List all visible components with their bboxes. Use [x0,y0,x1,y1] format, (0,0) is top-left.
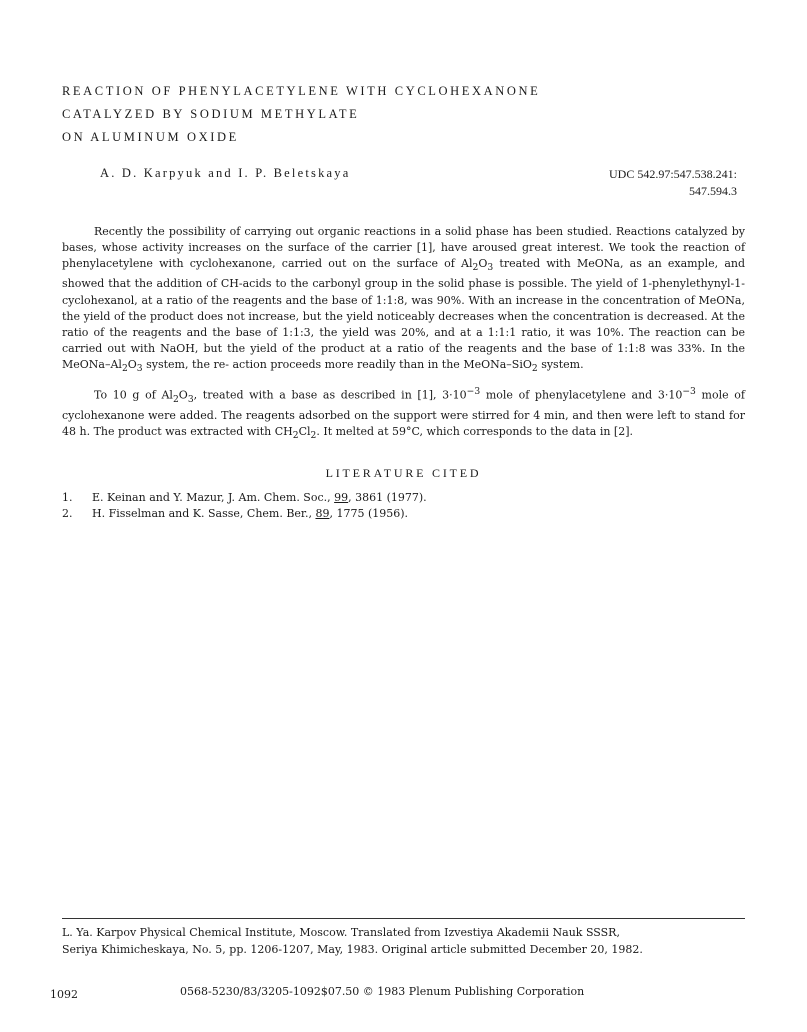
reference-2 [62,506,427,522]
page-number: 1092 [50,988,78,1001]
footnote-divider [62,918,745,919]
reference-text: E. Keinan and Y. Mazur, J. Am. Chem. Soc., 99, 3861 (1977). [92,491,427,504]
title-line-2: CATALYZED BY SODIUM METHYLATE [62,107,360,121]
udc-classification [609,166,737,200]
footnote-line-2: Seriya Khimicheskaya, No. 5, pp. 1206-1207, May, 1983. Original article submitted December 20, 1982. [62,943,643,956]
reference-1 [62,490,427,506]
paragraph-1 [62,224,745,377]
paragraph-2-text: To 10 g of $Al_2O_3$, treated with a base as described in [1], $3\cdot 10^{-3}$ mole of phenylacetylene and $3\cdot 10^{-3}$ mole of cyclohexanone were added. The reagents adsorbed on the support were stirred for 4 min, and then were left to stand for 48 h. The product was extracted with $CH_2Cl_2$. It melted at 59°C, which corresponds to the data in [2]. [62,386,745,442]
udc-line-1: UDC 542.97:547.538.241: [608,167,737,181]
paragraph-2 [62,384,745,444]
reference-text: H. Fisselman and K. Sasse, Chem. Ber., 89, 1775 (1956). [92,507,409,520]
reference-number: 1. [62,491,73,504]
udc-line-2: 547.594.3 [689,184,737,198]
paragraph-1-text: Recently the possibility of carrying out organic reactions in a solid phase has been studied. Reactions catalyzed by bases, whose activity increases on the surface of the carrier [1], have aroused great interest. We took the reaction of phenylacetylene with cyclohexanone, carried out on the surface of $Al_2O_3$ treated with MeONa, as an example, and showed that the addition of CH-acids to the carbonyl group in the solid phase is possible. The yield of 1-phenylethynyl-1-cyclohexanol, at a ratio of the reagents and the base of 1:1:8, was 90%. With an increase in the concentration of MeONa, the yield of the product does not increase, but the yield noticeably decreases when the concentration is decreased. At the ratio of the reagents and the base of 1:1:3, the yield was 20%, and at a 1:1:1 ratio, it was 10%. The reaction can be carried out with NaOH, but the yield of the product at a ratio of the reagents and the base of 1:1:8 was 33%. In the MeONa–$Al_2O_3$ system, the re- action proceeds more readily than in the MeONa–SiO$_2$ system. [62,225,746,375]
footnote-line-1: L. Ya. Karpov Physical Chemical Institute, Moscow. Translated from Izvestiya Akademii Nauk SSSR, [62,926,620,939]
title-line-1: REACTION OF PHENYLACETYLENE WITH CYCLOHEXANONE [62,84,541,98]
reference-number: 2. [62,507,73,520]
references-list [62,490,427,522]
literature-cited-heading: LITERATURE CITED [325,466,482,480]
title-line-3: ON ALUMINUM OXIDE [62,130,239,144]
copyright-line: 0568-5230/83/3205-1092$07.50 © 1983 Plenum Publishing Corporation [180,985,585,998]
authors: A. D. Karpyuk and I. P. Beletskaya [100,166,351,180]
